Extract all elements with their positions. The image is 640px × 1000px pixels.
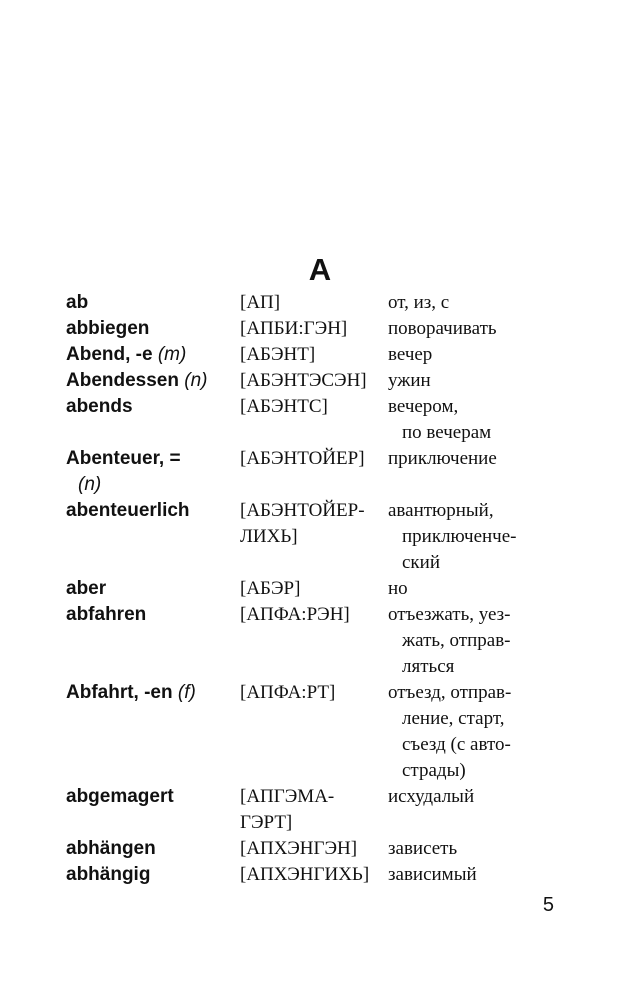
pronunciation-line: [АБЭР] (240, 578, 301, 599)
section-letter: A (308, 252, 332, 287)
dictionary-entry (0, 862, 640, 888)
pronunciation-line: [АБЭНТЭСЭН] (240, 370, 367, 391)
headword-text: abenteuerlich (66, 500, 190, 521)
headword-text: Abenteuer, = (66, 448, 181, 469)
headword-text: abhängig (66, 864, 151, 885)
entry-headword (66, 498, 241, 524)
dictionary-entry (0, 498, 640, 576)
translation-line: поворачивать (388, 318, 497, 339)
pronunciation-line: [АПХЭНГИХЬ] (240, 864, 370, 885)
translation-line: по вечерам (402, 422, 492, 443)
entry-pronunciation (240, 394, 385, 420)
translation-line: вечером, (388, 396, 459, 417)
pronunciation-line: [АПГЭМА- (240, 786, 335, 807)
entry-headword (66, 368, 241, 394)
dictionary-entry (0, 784, 640, 836)
translation-line: ляться (402, 656, 455, 677)
translation-line: жать, отправ- (402, 630, 511, 651)
entry-pronunciation (240, 576, 385, 602)
entry-translation (388, 368, 608, 394)
translation-line: отъезд, отправ- (388, 682, 512, 703)
pronunciation-line: [АПФА:РТ] (240, 682, 336, 703)
entry-translation (388, 784, 608, 810)
entry-list (0, 290, 640, 888)
pronunciation-line: [АБЭНТОЙЕР] (240, 448, 365, 469)
entry-translation (388, 576, 608, 602)
entry-pronunciation (240, 680, 385, 706)
translation-line: ужин (388, 370, 431, 391)
entry-translation (388, 602, 608, 680)
grammar-note: (f) (172, 682, 196, 703)
entry-pronunciation (240, 836, 385, 862)
entry-pronunciation (240, 316, 385, 342)
entry-headword (66, 602, 241, 628)
translation-line: отъезжать, уез- (388, 604, 511, 625)
translation-line: зависимый (388, 864, 477, 885)
entry-headword (66, 862, 241, 888)
dictionary-entry (0, 342, 640, 368)
entry-pronunciation (240, 342, 385, 368)
dictionary-entry (0, 680, 640, 784)
translation-line: приключенче- (402, 526, 517, 547)
pronunciation-line: [АПБИ:ГЭН] (240, 318, 348, 339)
entry-pronunciation (240, 368, 385, 394)
translation-line: ский (402, 552, 440, 573)
pronunciation-line: [АБЭНТ] (240, 344, 316, 365)
entry-pronunciation (240, 784, 385, 836)
entry-headword (66, 576, 241, 602)
dictionary-entry (0, 836, 640, 862)
pronunciation-line: [АП] (240, 292, 281, 313)
dictionary-entry (0, 290, 640, 316)
pronunciation-line: [АПФА:РЭН] (240, 604, 350, 625)
translation-line: от, из, с (388, 292, 450, 313)
dictionary-entry (0, 368, 640, 394)
pronunciation-line: [АБЭНТОЙЕР- (240, 500, 365, 521)
entry-pronunciation (240, 290, 385, 316)
entry-translation (388, 862, 608, 888)
entry-headword (66, 290, 241, 316)
entry-translation (388, 342, 608, 368)
translation-line: но (388, 578, 408, 599)
entry-pronunciation (240, 602, 385, 628)
pronunciation-line: [АПХЭНГЭН] (240, 838, 358, 859)
entry-translation (388, 446, 608, 472)
entry-translation (388, 394, 608, 446)
entry-translation (388, 316, 608, 342)
entry-translation (388, 498, 608, 576)
entry-translation (388, 680, 608, 784)
dictionary-entry (0, 316, 640, 342)
headword-text: abhängen (66, 838, 156, 859)
dictionary-entry (0, 446, 640, 498)
headword-text: abgemagert (66, 786, 174, 807)
pronunciation-line: [АБЭНТС] (240, 396, 328, 417)
dictionary-entry (0, 394, 640, 446)
headword-text: abfahren (66, 604, 147, 625)
entry-headword (66, 836, 241, 862)
entry-headword (66, 680, 241, 706)
entry-pronunciation (240, 498, 385, 550)
entry-pronunciation (240, 862, 385, 888)
translation-line: ление, старт, (402, 708, 505, 729)
page-number: 5 (542, 894, 554, 916)
headword-text: Abendessen (66, 370, 179, 391)
translation-line: зависеть (388, 838, 458, 859)
headword-text: Abfahrt, -en (66, 682, 173, 703)
headword-text: Abend, -e (66, 344, 153, 365)
grammar-note: (n) (178, 370, 208, 391)
entry-translation (388, 290, 608, 316)
headword-text: abends (66, 396, 133, 417)
entry-headword (66, 784, 241, 810)
translation-line: вечер (388, 344, 433, 365)
dictionary-entry (0, 602, 640, 680)
translation-line: страды) (402, 760, 466, 781)
entry-translation (388, 836, 608, 862)
translation-line: съезд (с авто- (402, 734, 511, 755)
entry-headword (66, 342, 241, 368)
grammar-note: (n) (78, 474, 102, 495)
headword-text: ab (66, 292, 89, 313)
translation-line: исхудалый (388, 786, 475, 807)
headword-text: aber (66, 578, 107, 599)
translation-line: авантюрный, (388, 500, 494, 521)
entry-headword (66, 316, 241, 342)
translation-line: приключение (388, 448, 497, 469)
entry-pronunciation (240, 446, 385, 472)
pronunciation-line: ГЭРТ] (240, 812, 293, 833)
headword-text: abbiegen (66, 318, 150, 339)
entry-headword (66, 394, 241, 420)
dictionary-entry (0, 576, 640, 602)
entry-headword (66, 446, 241, 498)
grammar-note: (m) (152, 344, 187, 365)
pronunciation-line: ЛИХЬ] (240, 526, 298, 547)
